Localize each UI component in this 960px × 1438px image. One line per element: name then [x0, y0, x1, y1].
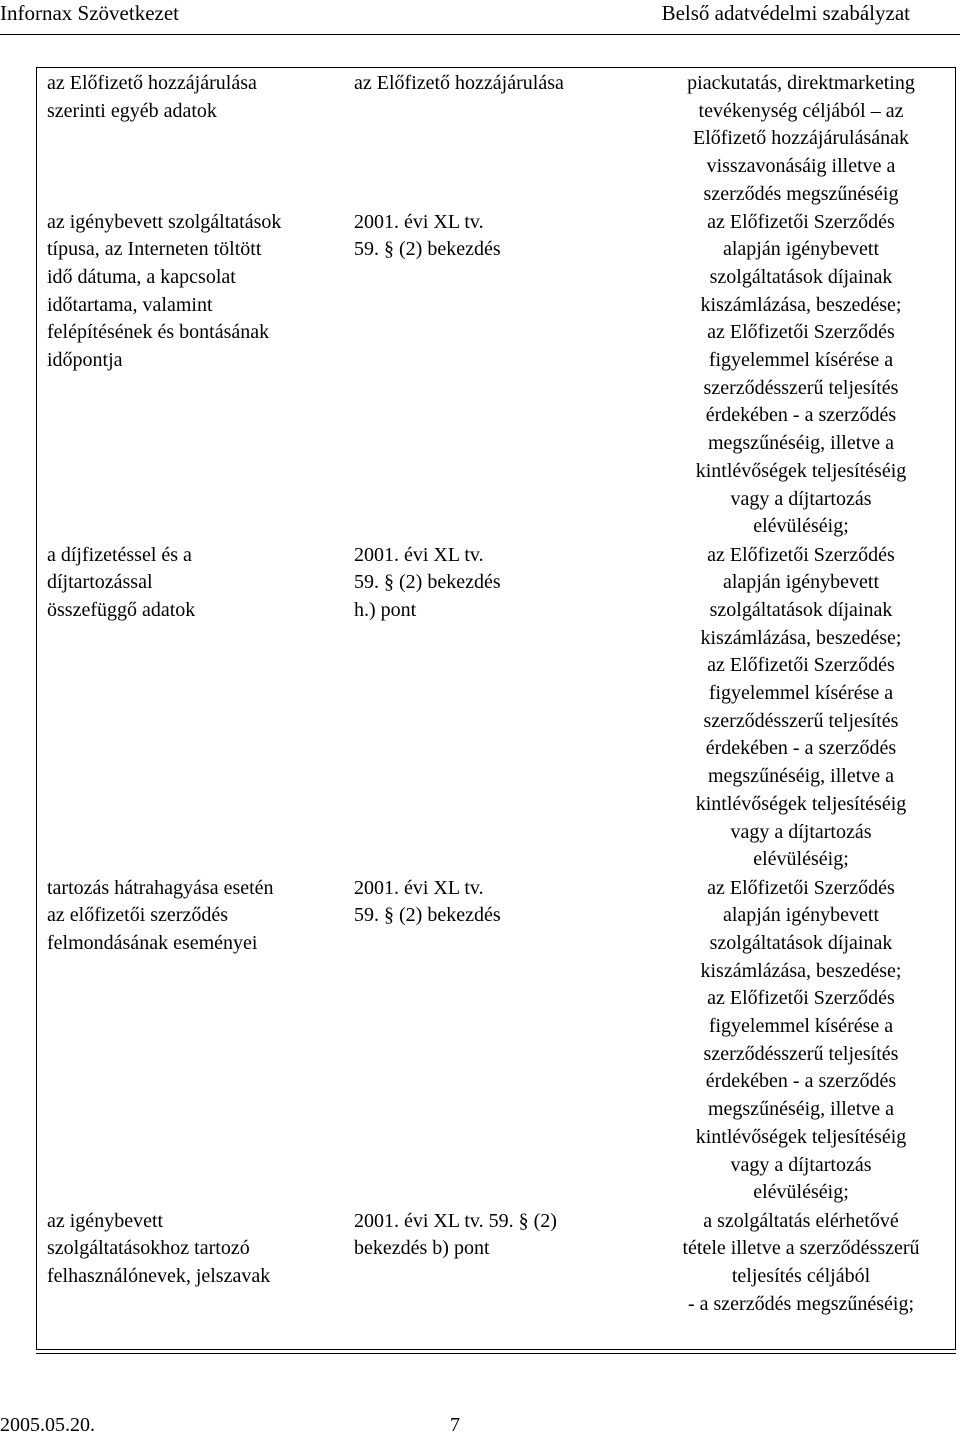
purpose-cell: a szolgáltatás elérhetővé tétele illetve a szerződésszerű teljesítés céljából - a szerződés megszűnéséig; — [648, 1208, 956, 1354]
legal-basis-cell: az Előfizető hozzájárulása — [354, 72, 564, 94]
table-row — [36, 209, 956, 542]
table-row — [36, 542, 956, 875]
data-category-cell: tartozás hátrahagyása esetén az előfizetői szerződés felmondásának eseményei — [47, 876, 274, 954]
purpose-cell: az Előfizetői Szerződés alapján igénybevett szolgáltatások díjainak kiszámlázása, beszedése; az Előfizetői Szerződés figyelemmel kísérése a szerződésszerű teljesítés érdekében - a szerződés megszűnéséig, illetve a kintlévőségek teljesítéséig vagy a díjtartozás elévüléséig; — [695, 210, 907, 538]
page-number: 7 — [450, 1414, 460, 1436]
header-document-title: Belső adatvédelmi szabályzat — [661, 1, 910, 25]
data-category-cell: az Előfizető hozzájárulása szerinti egyéb adatok — [47, 72, 257, 122]
data-category-cell: az igénybevett szolgáltatások típusa, az Interneten töltött idő dátuma, a kapcsolat időtartama, valamint felépítésének és bontásának időpontja — [47, 210, 282, 372]
legal-basis-cell: 2001. évi XL tv. 59. § (2) bekezdés — [354, 210, 501, 261]
header-organization: Infornax Szövetkezet — [0, 1, 180, 25]
data-processing-table — [36, 67, 956, 1354]
purpose-cell: az Előfizetői Szerződés alapján igénybevett szolgáltatások díjainak kiszámlázása, beszedése; az Előfizetői Szerződés figyelemmel kísérése a szerződésszerű teljesítés érdekében - a szerződés megszűnéséig, illetve a kintlévőségek teljesítéséig vagy a díjtartozás elévüléséig; — [695, 543, 907, 871]
purpose-cell: az Előfizetői Szerződés alapján igénybevett szolgáltatások díjainak kiszámlázása, beszedése; az Előfizetői Szerződés figyelemmel kísérése a szerződésszerű teljesítés érdekében - a szerződés megszűnéséig, illetve a kintlévőségek teljesítéséig vagy a díjtartozás elévüléséig; — [695, 876, 907, 1204]
data-category-cell: a díjfizetéssel és a díjtartozással összefüggő adatok — [47, 543, 196, 621]
page-footer — [0, 1414, 960, 1438]
table-row — [36, 67, 956, 209]
table-row — [36, 875, 956, 1208]
purpose-cell: piackutatás, direktmarketing tevékenység céljából – az Előfizető hozzájárulásának visszavonásáig illetve a szerződés megszűnéséig — [687, 72, 915, 205]
footer-date: 2005.05.20. — [0, 1414, 95, 1436]
page-header — [0, 0, 960, 34]
legal-basis-cell: 2001. évi XL tv. 59. § (2) bekezdés — [354, 876, 501, 927]
data-category-cell: az igénybevett szolgáltatásokhoz tartozó felhasználónevek, jelszavak — [36, 1208, 342, 1354]
header-divider — [0, 34, 960, 35]
table-row — [36, 1208, 956, 1354]
legal-basis-cell: 2001. évi XL tv. 59. § (2) bekezdés h.) pont — [354, 543, 501, 621]
legal-basis-cell: 2001. évi XL tv. 59. § (2) bekezdés b) pont — [342, 1208, 648, 1354]
